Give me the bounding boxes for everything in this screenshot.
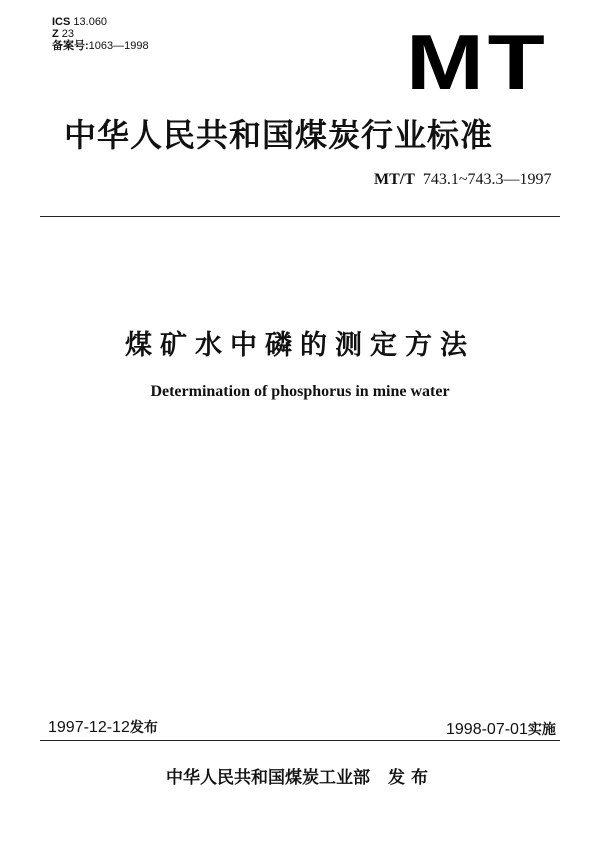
record-label: 备案号: (52, 40, 89, 52)
ics-label: ICS (52, 16, 71, 28)
mt-logo: MT (406, 18, 549, 106)
publish-label: 发布 (129, 720, 158, 736)
document-title: 煤矿水中磷的测定方法 (125, 330, 475, 361)
class-label: Z (52, 28, 59, 40)
issuer-name: 中华人民共和国煤炭工业部 (166, 768, 370, 788)
standard-code-prefix: MT/T (374, 171, 415, 188)
class-value: 23 (61, 28, 75, 40)
publish-date-line (48, 718, 158, 738)
record-value: 1063—1998 (88, 40, 149, 52)
classification-block (52, 16, 149, 52)
issuer-action: 发布 (388, 768, 434, 788)
record-line (52, 40, 149, 52)
implement-label: 实施 (527, 722, 556, 738)
ics-line (52, 16, 149, 28)
publish-date: 1997-12-12 (48, 719, 130, 736)
implement-date-line (446, 720, 556, 740)
standard-number (374, 170, 552, 190)
footer-divider (40, 740, 560, 741)
header-divider (40, 216, 560, 217)
standard-title: 中华人民共和国煤炭行业标准 (64, 116, 494, 154)
ics-value: 13.060 (73, 16, 108, 28)
standard-code-number: 743.1~743.3—1997 (422, 171, 552, 188)
issuer-line (0, 766, 600, 790)
document-subtitle-en: Determination of phosphorus in mine water (150, 383, 450, 400)
class-line (52, 28, 149, 40)
implement-date: 1998-07-01 (446, 721, 528, 738)
